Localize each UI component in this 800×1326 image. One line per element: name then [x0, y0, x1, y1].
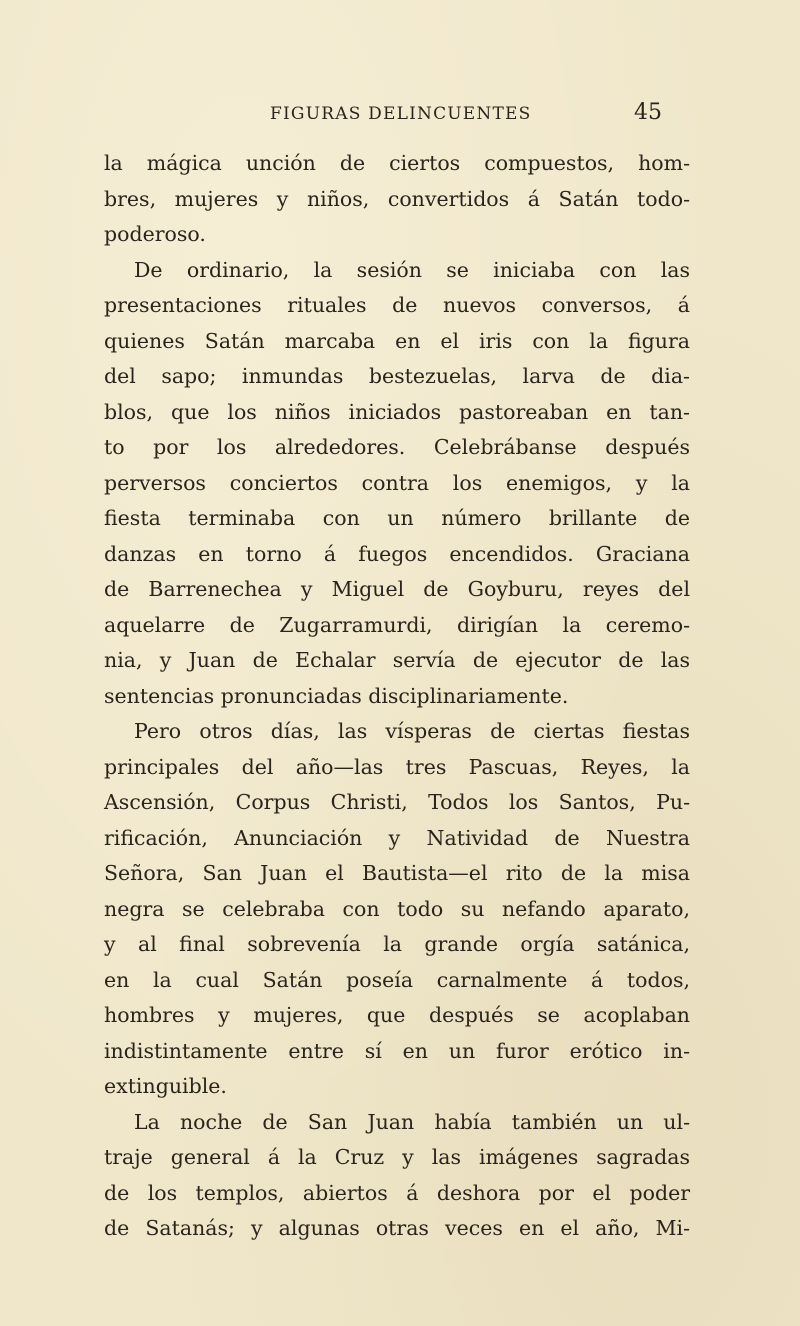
body-text [104, 146, 690, 1247]
text-line: Ascensión, Corpus Christi, Todos los Santos, Pu- [104, 790, 690, 814]
text-line: en la cual Satán poseía carnalmente á todos, [104, 967, 690, 992]
text-line: del sapo; inmundas bestezuelas, larva de dia- [104, 364, 690, 388]
page-number: 45 [634, 100, 662, 125]
text-line: Señora, San Juan el Bautista—el rito de la misa [104, 861, 690, 885]
text-line: to por los alrededores. Celebrábanse después [104, 435, 690, 459]
text-line: principales del año—las tres Pascuas, Reyes, la [104, 754, 690, 779]
text-line: quienes Satán marcaba en el iris con la figura [104, 328, 690, 353]
text-line: de los templos, abiertos á deshora por el poder [104, 1180, 690, 1205]
text-line: Pero otros días, las vísperas de ciertas fiestas [134, 719, 690, 743]
text-line: extinguible. [104, 1074, 227, 1098]
text-line: de Barrenechea y Miguel de Goyburu, reyes del [104, 577, 690, 601]
text-line: sentencias pronunciadas disciplinariamente. [104, 683, 569, 708]
text-line: perversos conciertos contra los enemigos, y la [104, 470, 690, 495]
text-line: la mágica unción de ciertos compuestos, hom- [104, 151, 690, 175]
text-line: rificación, Anunciación y Natividad de Nuestra [104, 825, 690, 850]
text-line: blos, que los niños iniciados pastoreaban en tan- [104, 399, 690, 424]
text-line: fiesta terminaba con un número brillante de [104, 506, 690, 530]
running-head [104, 100, 690, 130]
text-line: danzas en torno á fuegos encendidos. Graciana [104, 541, 690, 566]
text-line: nia, y Juan de Echalar servía de ejecutor de las [104, 648, 690, 672]
text-line: indistintamente entre sí en un furor erótico in- [104, 1038, 690, 1063]
text-line: traje general á la Cruz y las imágenes sagradas [104, 1145, 690, 1169]
text-line: poderoso. [104, 222, 206, 246]
text-line: negra se celebraba con todo su nefando aparato, [104, 896, 690, 921]
text-line: De ordinario, la sesión se iniciaba con las [134, 257, 690, 282]
text-line: de Satanás; y algunas otras veces en el año, Mi- [104, 1216, 690, 1240]
text-line: presentaciones rituales de nuevos conversos, á [104, 293, 690, 317]
text-line: y al final sobrevenía la grande orgía satánica, [104, 932, 690, 956]
text-line: La noche de San Juan había también un ul- [134, 1109, 690, 1134]
text-line: hombres y mujeres, que después se acoplaban [104, 1003, 690, 1027]
running-title: FIGURAS DELINCUENTES [270, 104, 532, 124]
text-line: bres, mujeres y niños, convertidos á Satán todo- [104, 186, 690, 211]
text-line: aquelarre de Zugarramurdi, dirigían la ceremo- [104, 612, 690, 637]
